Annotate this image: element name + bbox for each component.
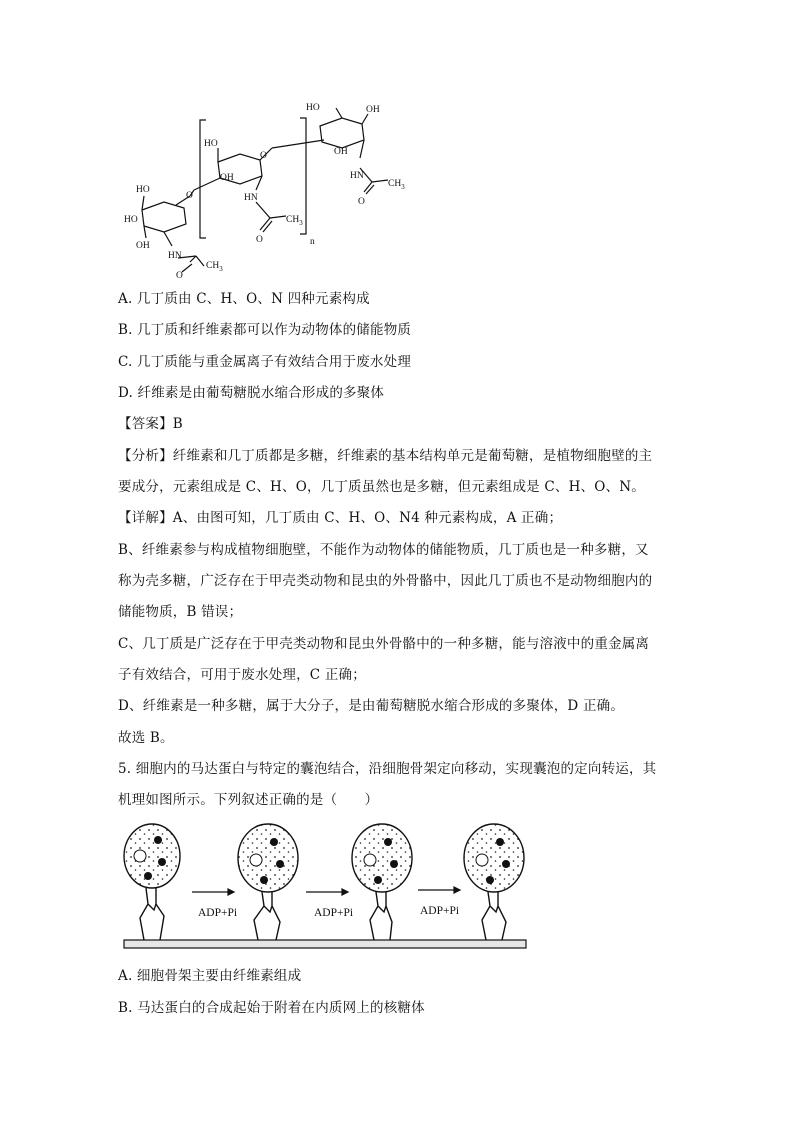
- label-ch3-3: $CH_3$: [388, 179, 405, 191]
- label-ho-2: HO: [124, 215, 138, 225]
- q5-option-a: A. 细胞骨架主要由纤维素组成: [118, 968, 302, 984]
- q4-detail-line-3: 称为壳多糖，广泛存在于甲壳类动物和昆虫的外骨骼中，因此几丁质也不是动物细胞内的: [118, 573, 653, 589]
- cytoskeleton-track: [124, 940, 526, 948]
- arrow-label-3: ADP+Pi: [420, 905, 460, 917]
- q4-option-a: A. 几丁质由 C、H、O、N 四种元素构成: [118, 291, 370, 307]
- q5-option-b: B. 马达蛋白的合成起始于附着在内质网上的核糖体: [118, 1000, 425, 1016]
- q4-detail-line-4: 储能物质，B 错误；: [118, 604, 243, 620]
- label-hn-1: HN: [168, 251, 182, 261]
- q5-stem-line-2: 机理如图所示。下列叙述正确的是（ ）: [118, 792, 379, 808]
- q4-analysis-line-1: 【分析】纤维素和几丁质都是多糖，纤维素的基本结构单元是葡萄糖，是植物细胞壁的主: [118, 448, 653, 464]
- label-ch3-2: $CH_3$: [286, 215, 303, 227]
- q4-detail-line-2: B、纤维素参与构成植物细胞壁，不能作为动物体的储能物质，几丁质也是一种多糖，又: [118, 542, 649, 558]
- label-oh-2: OH: [220, 173, 234, 183]
- q4-answer: 【答案】B: [118, 416, 183, 432]
- q4-detail-line-7: D、纤维素是一种多糖，属于大分子，是由葡萄糖脱水缩合形成的多聚体，D 正确。: [118, 698, 625, 714]
- label-ho-3: HO: [204, 139, 218, 149]
- label-ch3-1: $CH_3$: [206, 261, 223, 273]
- q5-stem-line-1: 5. 细胞内的马达蛋白与特定的囊泡结合，沿细胞骨架定向移动，实现囊泡的定向转运，其: [118, 761, 657, 777]
- label-o-2: O: [176, 271, 183, 278]
- chitin-structure-figure: [120, 98, 420, 278]
- label-n-repeat: n: [310, 237, 315, 247]
- label-nh-2: HN: [244, 193, 258, 203]
- label-o-1: O: [186, 191, 193, 201]
- label-ho-4: HO: [306, 103, 320, 113]
- arrow-label-1: ADP+Pi: [198, 907, 238, 919]
- label-oh-3: OH: [366, 105, 380, 115]
- q4-detail-line-5: C、几丁质是广泛存在于甲壳类动物和昆虫外骨骼中的一种多糖，能与溶液中的重金属离: [118, 636, 650, 652]
- q4-option-c: C. 几丁质能与重金属离子有效结合用于废水处理: [118, 354, 412, 370]
- vesicle-stage-2: [238, 824, 298, 940]
- label-oh-4: OH: [334, 147, 348, 157]
- vesicle-stage-3: [352, 824, 412, 940]
- q4-conclusion: 故选 B。: [118, 730, 174, 746]
- vesicle-stage-1: [124, 824, 180, 940]
- label-oh-1: OH: [136, 241, 150, 251]
- arrow-label-2: ADP+Pi: [314, 907, 354, 919]
- label-o-3: O: [260, 151, 267, 161]
- label-o-5: O: [358, 197, 365, 207]
- q4-option-d: D. 纤维素是由葡萄糖脱水缩合形成的多聚体: [118, 385, 385, 401]
- vesicle-stage-4: [464, 824, 524, 940]
- motor-protein-figure: [120, 818, 530, 953]
- q4-detail-line-1: 【详解】A、由图可知，几丁质由 C、H、O、N4 种元素构成，A 正确；: [118, 510, 563, 526]
- label-o-4: O: [256, 235, 263, 245]
- label-nh-3: HN: [350, 171, 364, 181]
- q4-option-b: B. 几丁质和纤维素都可以作为动物体的储能物质: [118, 322, 412, 338]
- q4-detail-line-6: 子有效结合，可用于废水处理，C 正确；: [118, 667, 366, 683]
- label-ho-1: HO: [136, 185, 150, 195]
- q4-analysis-line-2: 要成分，元素组成是 C、H、O，几丁质虽然也是多糖，但元素组成是 C、H、O、N。: [118, 479, 645, 495]
